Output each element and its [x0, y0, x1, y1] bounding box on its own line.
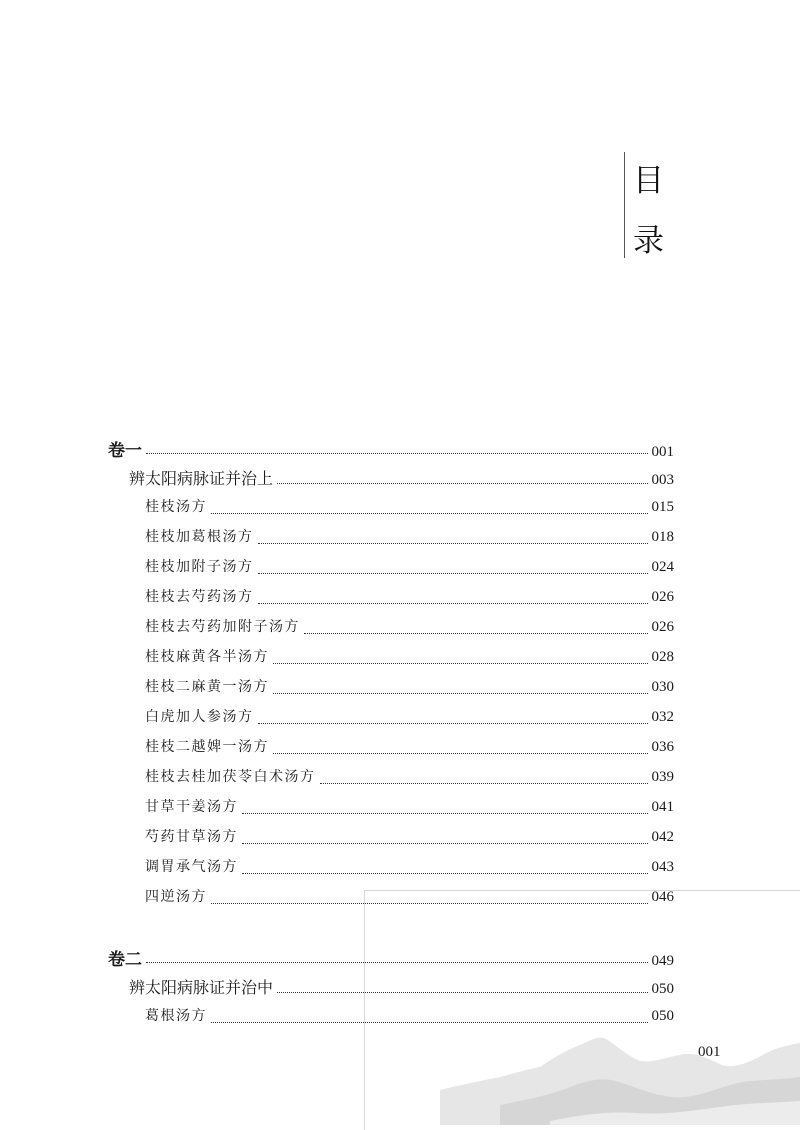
toc-entry-label: 桂枝二麻黄一汤方	[145, 679, 269, 695]
toc-entry-page: 036	[651, 739, 674, 755]
page-title-char-1: 目	[633, 163, 664, 199]
toc-entry-page: 042	[651, 829, 674, 845]
toc-entry-page: 003	[651, 472, 674, 488]
dot-leader	[211, 902, 648, 904]
toc-entry-formula[interactable]	[145, 766, 674, 792]
dot-leader	[242, 872, 648, 874]
toc-entry-page: 032	[651, 709, 674, 725]
dot-leader	[258, 722, 648, 724]
toc-entry-formula[interactable]	[145, 556, 674, 582]
toc-entry-page: 015	[651, 499, 674, 515]
toc-entry-page: 050	[651, 981, 674, 997]
toc-entry-formula[interactable]	[145, 526, 674, 552]
toc-entry-volume-2[interactable]	[108, 945, 674, 971]
toc-entry-label: 桂枝去芍药加附子汤方	[145, 619, 300, 635]
toc-entry-formula[interactable]	[145, 496, 674, 522]
dot-leader	[273, 752, 648, 754]
dot-leader	[146, 961, 648, 963]
dot-leader	[211, 1021, 648, 1023]
dot-leader	[320, 782, 648, 784]
dot-leader	[258, 572, 648, 574]
toc-entry-formula[interactable]	[145, 616, 674, 642]
dot-leader	[273, 692, 648, 694]
toc-entry-label: 桂枝二越婢一汤方	[145, 739, 269, 755]
toc-entry-volume-1[interactable]	[108, 436, 674, 462]
toc-entry-label: 桂枝麻黄各半汤方	[145, 649, 269, 665]
toc-entry-formula[interactable]	[145, 706, 674, 732]
dot-leader	[211, 512, 648, 514]
toc-entry-formula[interactable]	[145, 826, 674, 852]
toc-entry-section[interactable]	[129, 975, 674, 1001]
toc-entry-page: 043	[651, 859, 674, 875]
toc-entry-page: 026	[651, 589, 674, 605]
dot-leader	[273, 662, 648, 664]
toc-entry-section[interactable]	[129, 466, 674, 492]
toc-entry-label: 卷一	[108, 441, 142, 461]
toc-entry-page: 028	[651, 649, 674, 665]
toc-entry-formula[interactable]	[145, 736, 674, 762]
toc-entry-page: 030	[651, 679, 674, 695]
dot-leader	[277, 991, 647, 993]
toc-entry-page: 024	[651, 559, 674, 575]
toc-entry-label: 四逆汤方	[145, 889, 207, 905]
toc-entry-page: 039	[651, 769, 674, 785]
toc-entry-label: 调胃承气汤方	[145, 859, 238, 875]
dot-leader	[242, 812, 648, 814]
toc-entry-formula[interactable]	[145, 886, 674, 912]
toc-entry-label: 桂枝加葛根汤方	[145, 529, 254, 545]
toc-entry-page: 046	[651, 889, 674, 905]
dot-leader	[304, 632, 648, 634]
toc-entry-label: 桂枝去芍药汤方	[145, 589, 254, 605]
toc-entry-formula[interactable]	[145, 646, 674, 672]
toc-entry-formula[interactable]	[145, 856, 674, 882]
dot-leader	[146, 452, 648, 454]
toc-entry-label: 辨太阳病脉证并治上	[129, 469, 274, 488]
dot-leader	[242, 842, 648, 844]
toc-entry-label: 白虎加人参汤方	[145, 709, 254, 725]
toc-entry-label: 桂枝去桂加茯苓白术汤方	[145, 769, 316, 785]
toc-entry-page: 041	[651, 799, 674, 815]
toc-entry-page: 049	[651, 953, 674, 969]
toc-entry-label: 芍药甘草汤方	[145, 829, 238, 845]
toc-entry-formula[interactable]	[145, 676, 674, 702]
page-title-char-2: 录	[633, 223, 664, 259]
toc-entry-label: 桂枝加附子汤方	[145, 559, 254, 575]
toc-entry-formula[interactable]	[145, 586, 674, 612]
toc-entry-page: 050	[651, 1008, 674, 1024]
dot-leader	[258, 602, 648, 604]
toc-entry-formula[interactable]	[145, 796, 674, 822]
toc-entry-formula[interactable]	[145, 1005, 674, 1031]
toc-entry-label: 卷二	[108, 950, 142, 970]
page-number: 001	[698, 1044, 721, 1060]
dot-leader	[258, 542, 648, 544]
toc-entry-page: 018	[651, 529, 674, 545]
dot-leader	[277, 482, 647, 484]
toc-entry-label: 葛根汤方	[145, 1008, 207, 1024]
toc-entry-page: 026	[651, 619, 674, 635]
toc-entry-label: 辨太阳病脉证并治中	[129, 978, 274, 997]
toc-entry-page: 001	[651, 444, 674, 460]
toc-entry-label: 甘草干姜汤方	[145, 799, 238, 815]
toc-entry-label: 桂枝汤方	[145, 499, 207, 515]
